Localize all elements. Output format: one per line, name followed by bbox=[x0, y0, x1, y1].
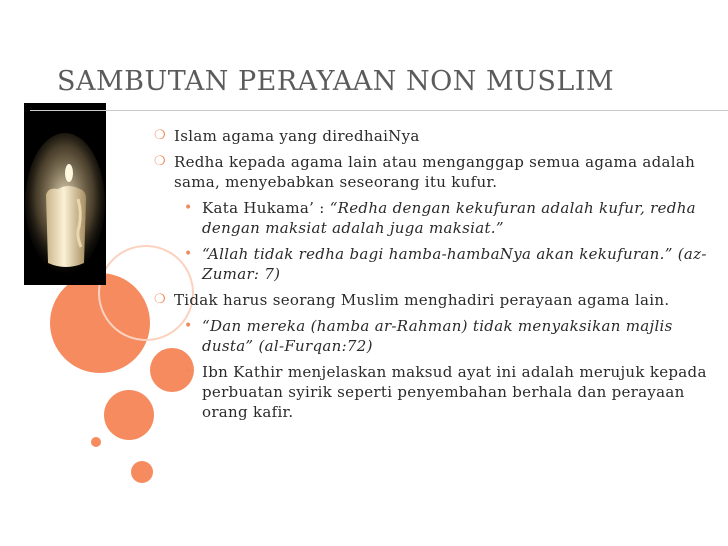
bullet-text: Redha kepada agama lain atau menganggap semua agama adalah sama, menyebabkan seseorang itu kufur. bbox=[174, 153, 696, 191]
bullet-marker-icon: ❍ bbox=[154, 128, 166, 143]
bullet-item bbox=[154, 126, 714, 146]
decor-circle-small bbox=[104, 390, 154, 440]
sub-bullet-text: Ibn Kathir menjelaskan maksud ayat ini adalah merujuk kepada perbuatan syirik seperti penyembahan berhala dan perayaan orang kafir. bbox=[202, 363, 707, 421]
bullet-item bbox=[154, 290, 714, 310]
decor-circle-tiny bbox=[91, 437, 101, 447]
candle-image bbox=[24, 103, 106, 285]
decor-circle-dot bbox=[131, 461, 153, 483]
bullet-list bbox=[154, 126, 714, 428]
sub-bullet-lead: Kata Hukama’ : bbox=[202, 199, 330, 217]
sub-bullet-quote: “Allah tidak redha bagi hamba-hambaNya akan kekufuran.” (az-Zumar: 7) bbox=[202, 245, 707, 283]
sub-bullet-item bbox=[154, 362, 714, 422]
slide-title: SAMBUTAN PERAYAAN NON MUSLIM bbox=[57, 66, 615, 97]
bullet-text: Tidak harus seorang Muslim menghadiri perayaan agama lain. bbox=[174, 291, 670, 309]
sub-bullet-marker-icon: • bbox=[184, 318, 193, 334]
sub-bullet-item bbox=[154, 198, 714, 238]
sub-bullet-marker-icon: • bbox=[184, 200, 193, 216]
sub-bullet-quote: “Redha dengan kekufuran adalah kufur, redha dengan maksiat adalah juga maksiat.” bbox=[202, 199, 696, 237]
sub-bullet-item bbox=[154, 316, 714, 356]
sub-bullet-marker-icon: • bbox=[184, 364, 193, 380]
bullet-item bbox=[154, 152, 714, 192]
sub-bullet-quote: “Dan mereka (hamba ar-Rahman) tidak menyaksikan majlis dusta” (al-Furqan:72) bbox=[202, 317, 673, 355]
bullet-marker-icon: ❍ bbox=[154, 292, 166, 307]
title-divider bbox=[30, 110, 728, 111]
bullet-text: Islam agama yang diredhaiNya bbox=[174, 127, 420, 145]
bullet-marker-icon: ❍ bbox=[154, 154, 166, 169]
candle-graphic bbox=[24, 103, 106, 285]
sub-bullet-item bbox=[154, 244, 714, 284]
sub-bullet-marker-icon: • bbox=[184, 246, 193, 262]
